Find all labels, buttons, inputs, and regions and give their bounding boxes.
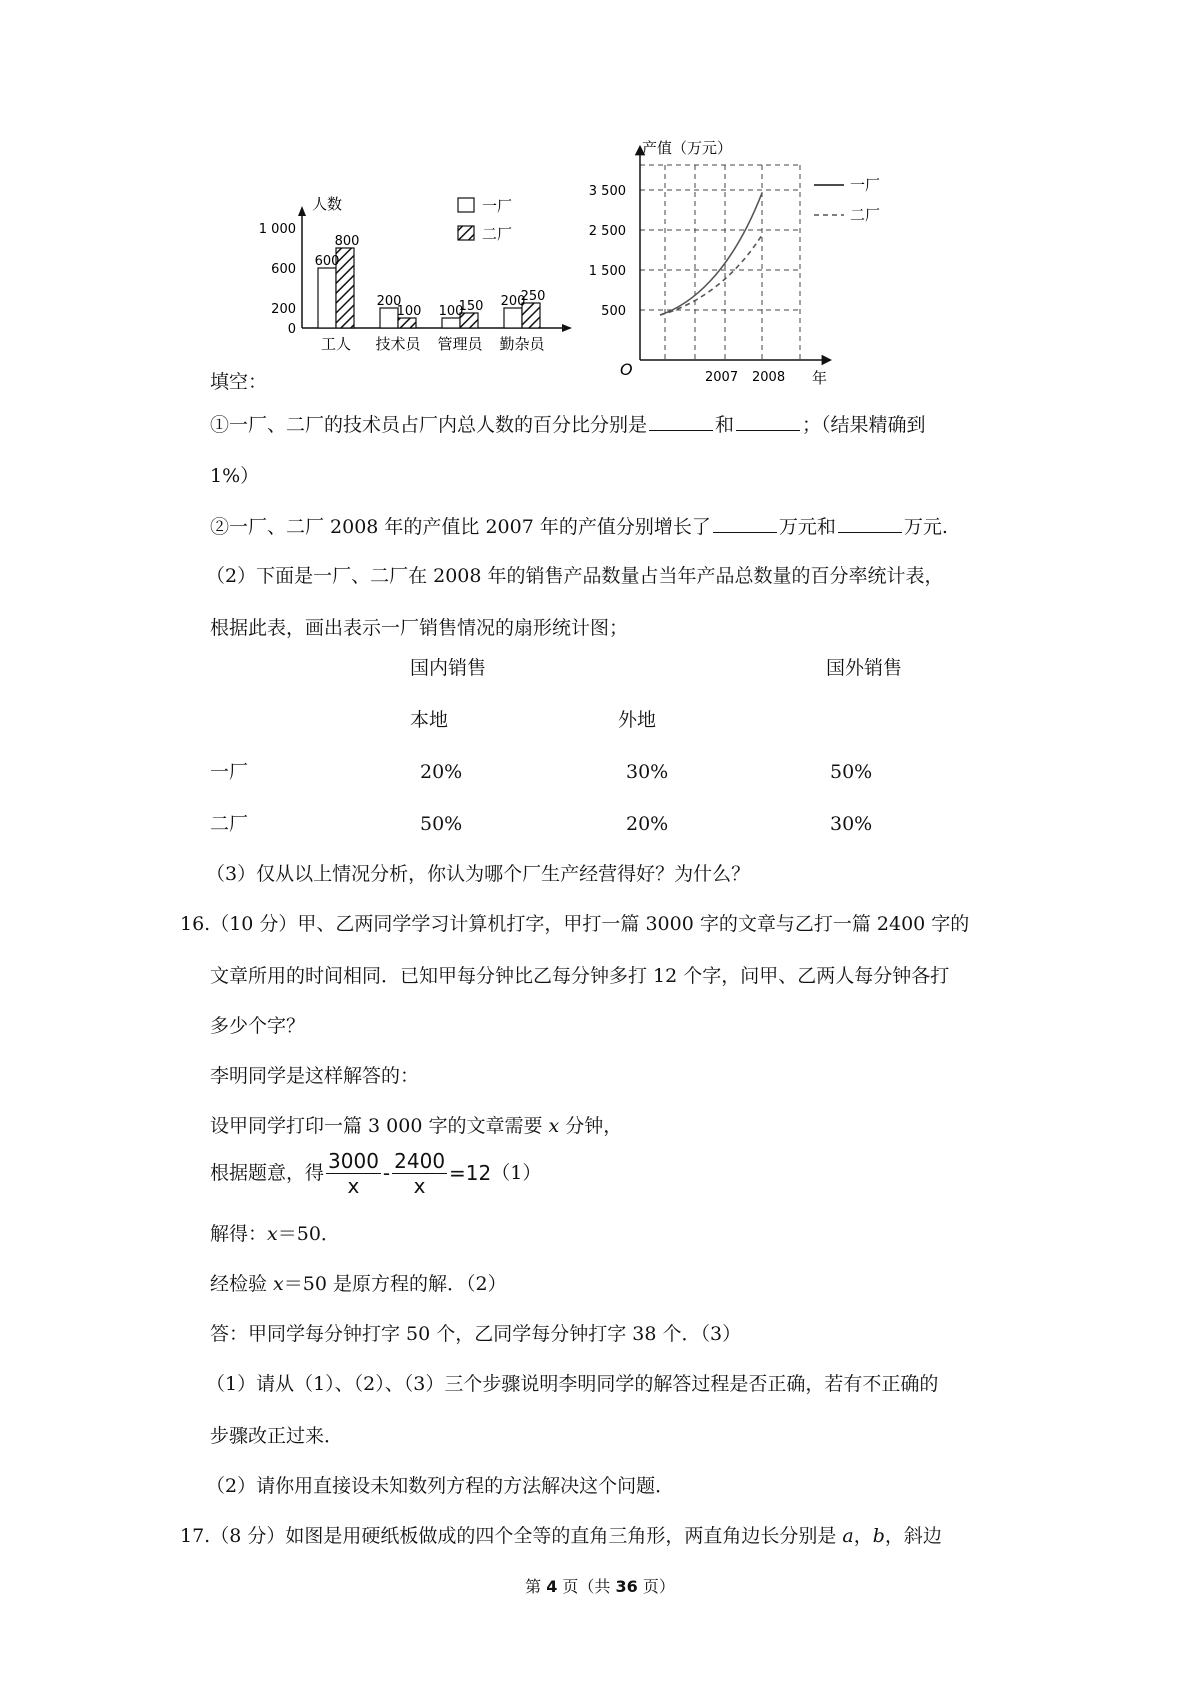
fraction-2-denominator: x bbox=[413, 1173, 426, 1198]
question-1-line2: 1%） bbox=[210, 465, 260, 487]
q17-text: 17.（8 分）如图是用硬纸板做成的四个全等的直角三角形，两直角边长分别是 bbox=[180, 1525, 843, 1547]
line-x-tick-2008: 2008 bbox=[752, 370, 786, 385]
table-header-foreign: 国外销售 bbox=[826, 657, 903, 679]
legend-swatch-factory2 bbox=[458, 226, 474, 240]
variable-a: a bbox=[842, 1525, 854, 1547]
line-legend-factory2: 二厂 bbox=[850, 206, 881, 224]
q16-line2: 文章所用的时间相同．已知甲每分钟比乙每分钟多打 12 个字，问甲、乙两人每分钟各打 bbox=[210, 965, 950, 987]
table-header-other: 外地 bbox=[618, 709, 657, 731]
minus-sign: - bbox=[382, 1161, 391, 1185]
footer-suffix: 页） bbox=[637, 1577, 675, 1596]
q16-equation bbox=[210, 1148, 541, 1198]
page-footer bbox=[0, 1574, 1200, 1597]
q17-line1 bbox=[180, 1524, 942, 1548]
page-number: 4 bbox=[546, 1577, 558, 1596]
bar-value-label-factory2: 250 bbox=[520, 289, 546, 304]
table-cell: 30% bbox=[626, 761, 669, 783]
line-series-factory1 bbox=[660, 193, 762, 315]
bar-value-label-factory2: 800 bbox=[334, 234, 360, 249]
bar-factory1 bbox=[318, 268, 336, 328]
q2-end: 万元. bbox=[903, 516, 948, 538]
line-y-title: 产值（万元） bbox=[642, 139, 733, 157]
bar-y-tick: 200 bbox=[271, 302, 296, 317]
variable-x: x bbox=[273, 1273, 284, 1295]
answer-blank[interactable] bbox=[736, 412, 800, 431]
bar-value-label-factory1: 600 bbox=[314, 254, 340, 269]
q1-text: ①一厂、二厂的技术员占厂内总人数的百分比分别是 bbox=[210, 414, 648, 436]
line-legend bbox=[814, 176, 880, 224]
q1-text-end: ；（结果精确到 bbox=[802, 414, 926, 436]
part3: （3）仅从以上情况分析，你认为哪个厂生产经营得好？为什么？ bbox=[206, 863, 751, 885]
table-header-domestic: 国内销售 bbox=[410, 657, 487, 679]
line-series-factory2 bbox=[660, 235, 762, 315]
bar-y-tick: 0 bbox=[287, 322, 296, 337]
table-row-factory2-name: 二厂 bbox=[210, 813, 249, 835]
bar-category-label: 勤杂员 bbox=[499, 335, 545, 353]
line-y-tick: 1 500 bbox=[588, 264, 626, 279]
line-y-tick: 2 500 bbox=[588, 224, 626, 239]
line-origin-label: O bbox=[620, 360, 633, 379]
table-cell: 20% bbox=[420, 761, 463, 783]
part2-line1: （2）下面是一厂、二厂在 2008 年的销售产品数量占当年产品总数量的百分率统计表， bbox=[206, 565, 944, 587]
bar-value-label-factory1: 100 bbox=[438, 304, 464, 319]
table-cell: 20% bbox=[626, 813, 669, 835]
bar-value-label-factory2: 100 bbox=[396, 304, 422, 319]
bar-factory2 bbox=[398, 318, 416, 328]
q16-setup-text: 设甲同学打印一篇 3 000 字的文章需要 bbox=[210, 1115, 549, 1137]
bar-y-title: 人数 bbox=[312, 195, 343, 213]
equation-prefix: 根据题意，得 bbox=[210, 1162, 325, 1184]
bar-legend bbox=[458, 197, 512, 243]
legend-swatch-factory1 bbox=[458, 198, 474, 212]
q16-sub1-line2: 步骤改正过来． bbox=[210, 1425, 344, 1447]
q2-text: ②一厂、二厂 2008 年的产值比 2007 年的产值分别增长了 bbox=[210, 516, 711, 538]
line-x-title: 年 bbox=[812, 369, 828, 387]
bar-factory1 bbox=[380, 308, 398, 328]
answer-blank[interactable] bbox=[649, 412, 713, 431]
fraction-1-denominator: x bbox=[347, 1173, 360, 1198]
bar-category-label: 技术员 bbox=[375, 335, 421, 353]
bar-value-label-factory2: 150 bbox=[458, 299, 484, 314]
q16-line3: 多少个字？ bbox=[210, 1015, 306, 1037]
check-result: ＝50 是原方程的解．（2） bbox=[283, 1273, 507, 1295]
q16-check bbox=[210, 1272, 507, 1296]
fill-label: 填空： bbox=[210, 371, 268, 393]
check-text: 经检验 bbox=[210, 1273, 274, 1295]
q2-mid: 万元和 bbox=[778, 516, 836, 538]
table-row-factory1-name: 一厂 bbox=[210, 761, 249, 783]
part2-line2: 根据此表，画出表示一厂销售情况的扇形统计图； bbox=[210, 617, 629, 639]
bar-category-label: 工人 bbox=[320, 335, 352, 353]
q16-line5 bbox=[210, 1114, 622, 1138]
bar-value-label-factory1: 200 bbox=[500, 294, 526, 309]
equation-rhs: =12 bbox=[449, 1161, 492, 1185]
q16-solve bbox=[210, 1222, 340, 1246]
bar-factory1 bbox=[504, 308, 522, 328]
bar-factory1 bbox=[442, 318, 460, 328]
variable-x: x bbox=[548, 1115, 560, 1137]
footer-middle: 页（共 bbox=[557, 1577, 616, 1596]
bar-category-label: 管理员 bbox=[437, 335, 483, 353]
q17-comma: ， bbox=[853, 1525, 873, 1547]
line-chart-grid bbox=[640, 165, 800, 360]
line-legend-factory1: 一厂 bbox=[850, 176, 881, 194]
q1-and: 和 bbox=[715, 414, 735, 436]
fraction-2 bbox=[392, 1149, 447, 1198]
line-x-tick-2007: 2007 bbox=[705, 370, 739, 385]
bar-y-tick: 600 bbox=[271, 262, 296, 277]
bar-y-tick: 1 000 bbox=[258, 222, 296, 237]
q16-setup-end: 分钟， bbox=[559, 1115, 623, 1137]
table-cell: 50% bbox=[830, 761, 873, 783]
bar-value-label-factory1: 200 bbox=[376, 294, 402, 309]
line-chart bbox=[588, 135, 920, 387]
q16-line1: 16.（10 分）甲、乙两同学学习计算机打字，甲打一篇 3000 字的文章与乙打一篇 2400 字的 bbox=[180, 913, 970, 935]
q17-text-end: ，斜边 bbox=[884, 1525, 942, 1547]
legend-label-factory2: 二厂 bbox=[482, 225, 513, 243]
q16-line4: 李明同学是这样解答的： bbox=[210, 1065, 420, 1087]
footer-prefix: 第 bbox=[525, 1577, 547, 1596]
table-cell: 50% bbox=[420, 813, 463, 835]
line-y-tick: 3 500 bbox=[588, 184, 626, 199]
q16-sub1-line1: （1）请从（1）、（2）、（3）三个步骤说明李明同学的解答过程是否正确，若有不正确的 bbox=[206, 1373, 939, 1395]
variable-x: x bbox=[267, 1223, 278, 1245]
solve-result: ＝50． bbox=[277, 1223, 340, 1245]
bar-chart bbox=[260, 190, 640, 380]
answer-blank[interactable] bbox=[713, 514, 777, 533]
total-pages: 36 bbox=[615, 1577, 638, 1596]
line-y-tick: 500 bbox=[601, 304, 626, 319]
q16-answer: 答：甲同学每分钟打字 50 个，乙同学每分钟打字 38 个．（3） bbox=[210, 1323, 742, 1345]
variable-b: b bbox=[872, 1525, 885, 1547]
fraction-1 bbox=[326, 1149, 381, 1198]
fraction-1-numerator: 3000 bbox=[328, 1148, 379, 1173]
solve-text: 解得： bbox=[210, 1223, 268, 1245]
answer-blank[interactable] bbox=[838, 514, 902, 533]
question-1-line1 bbox=[210, 412, 926, 437]
step-label: （1） bbox=[491, 1162, 542, 1184]
table-header-local: 本地 bbox=[410, 709, 449, 731]
fraction-2-numerator: 2400 bbox=[394, 1148, 446, 1173]
legend-label-factory1: 一厂 bbox=[482, 197, 513, 215]
question-2 bbox=[210, 514, 948, 539]
table-cell: 30% bbox=[830, 813, 873, 835]
q16-sub2: （2）请你用直接设未知数列方程的方法解决这个问题． bbox=[206, 1475, 675, 1497]
